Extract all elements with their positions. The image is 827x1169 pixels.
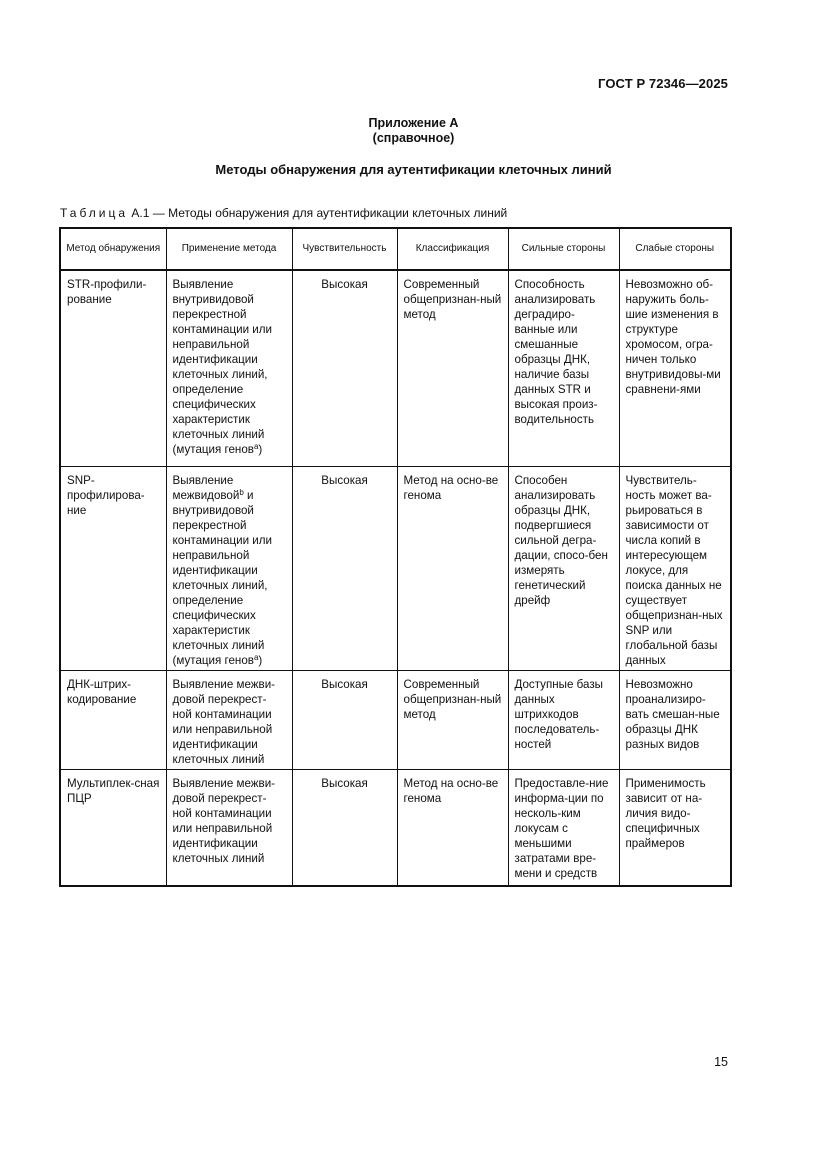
cell-application-pre: Выявление межвидовой <box>172 473 240 502</box>
footnote-mark: b <box>239 487 244 497</box>
cell-application-end: ) <box>258 653 263 667</box>
cell-strengths: Способен анализировать образцы ДНК, подвергшиеся сильной дегра-дации, спосо-бен измерять генетический дрейф <box>508 466 619 670</box>
footnote-mark: а <box>253 442 259 451</box>
table-caption <box>60 206 507 220</box>
header-sensitivity: Чувствительность <box>292 228 397 270</box>
cell-classification: Метод на осно-ве генома <box>397 466 508 670</box>
cell-weaknesses: Чувствитель-ность может ва-рьироваться в зависимости от числа копий в интересующем локусе, для поиска данных не существует общепризнан-ных SNP или глобальной базы данных <box>619 466 731 670</box>
appendix-note: (справочное) <box>372 131 455 145</box>
table-row <box>60 670 731 769</box>
cell-method: STR-профили-рование <box>60 270 166 466</box>
header-weaknesses: Слабые стороны <box>619 228 731 270</box>
cell-weaknesses: Невозможно об-наружить боль-шие изменения в структуре хромосом, огра-ничен только внутривидовы-ми сравнени-ями <box>619 270 731 466</box>
cell-application <box>166 466 292 670</box>
page-number: 15 <box>714 1055 728 1069</box>
table-caption-prefix: Таблица <box>60 206 129 220</box>
cell-sensitivity: Высокая <box>292 466 397 670</box>
section-title: Методы обнаружения для аутентификации клеточных линий <box>215 162 612 177</box>
cell-strengths: Способность анализировать деградиро-ванные или смешанные образцы ДНК, наличие базы данных STR и высокая произ-водительность <box>508 270 619 466</box>
table-row <box>60 769 731 886</box>
cell-application <box>166 270 292 466</box>
cell-application-end: ) <box>258 443 263 456</box>
table-caption-number: А.1 — Методы обнаружения для аутентификации клеточных линий <box>131 206 508 220</box>
cell-sensitivity: Высокая <box>292 769 397 886</box>
methods-table <box>59 227 732 887</box>
header-application: Применение метода <box>166 228 292 270</box>
cell-weaknesses: Невозможно проанализиро-вать смешан-ные образцы ДНК разных видов <box>619 670 731 769</box>
footnote-mark: а <box>253 652 259 662</box>
standard-code: ГОСТ Р 72346—2025 <box>598 76 728 91</box>
appendix-label: Приложение А <box>368 116 459 130</box>
cell-classification: Современный общепризнан-ный метод <box>397 270 508 466</box>
cell-application: Выявление межви-довой перекрест-ной контаминации или неправильной идентификации клеточных линий <box>166 670 292 769</box>
cell-method: ДНК-штрих-кодирование <box>60 670 166 769</box>
cell-sensitivity: Высокая <box>292 270 397 466</box>
cell-strengths: Доступные базы данных штрихкодов последователь-ностей <box>508 670 619 769</box>
cell-strengths: Предоставле-ние информа-ции по несколь-ким локусам с меньшими затратами вре-мени и средств <box>508 769 619 886</box>
header-classification: Классификация <box>397 228 508 270</box>
cell-application: Выявление межви-довой перекрест-ной контаминации или неправильной идентификации клеточных линий <box>166 769 292 886</box>
table-row <box>60 270 731 466</box>
appendix-heading <box>0 116 827 146</box>
table-row <box>60 466 731 670</box>
cell-weaknesses: Применимость зависит от на-личия видо-специфичных праймеров <box>619 769 731 886</box>
cell-sensitivity: Высокая <box>292 670 397 769</box>
cell-application-text: и внутривидовой перекрестной контаминации или неправильной идентификации клеточных линий, определение специфических характеристик клеточных линий (мутация генов <box>172 488 273 667</box>
table-header-row <box>60 228 731 270</box>
cell-method: SNP-профилирова-ние <box>60 466 166 670</box>
cell-classification: Современный общепризнан-ный метод <box>397 670 508 769</box>
cell-application-text: Выявление внутривидовой перекрестной контаминации или неправильной идентификации клеточных линий, определение специфических характеристик клеточных линий (мутация генов <box>172 278 273 456</box>
header-strengths: Сильные стороны <box>508 228 619 270</box>
cell-classification: Метод на осно-ве генома <box>397 769 508 886</box>
header-method: Метод обнаружения <box>60 228 166 270</box>
cell-method: Мультиплек-сная ПЦР <box>60 769 166 886</box>
